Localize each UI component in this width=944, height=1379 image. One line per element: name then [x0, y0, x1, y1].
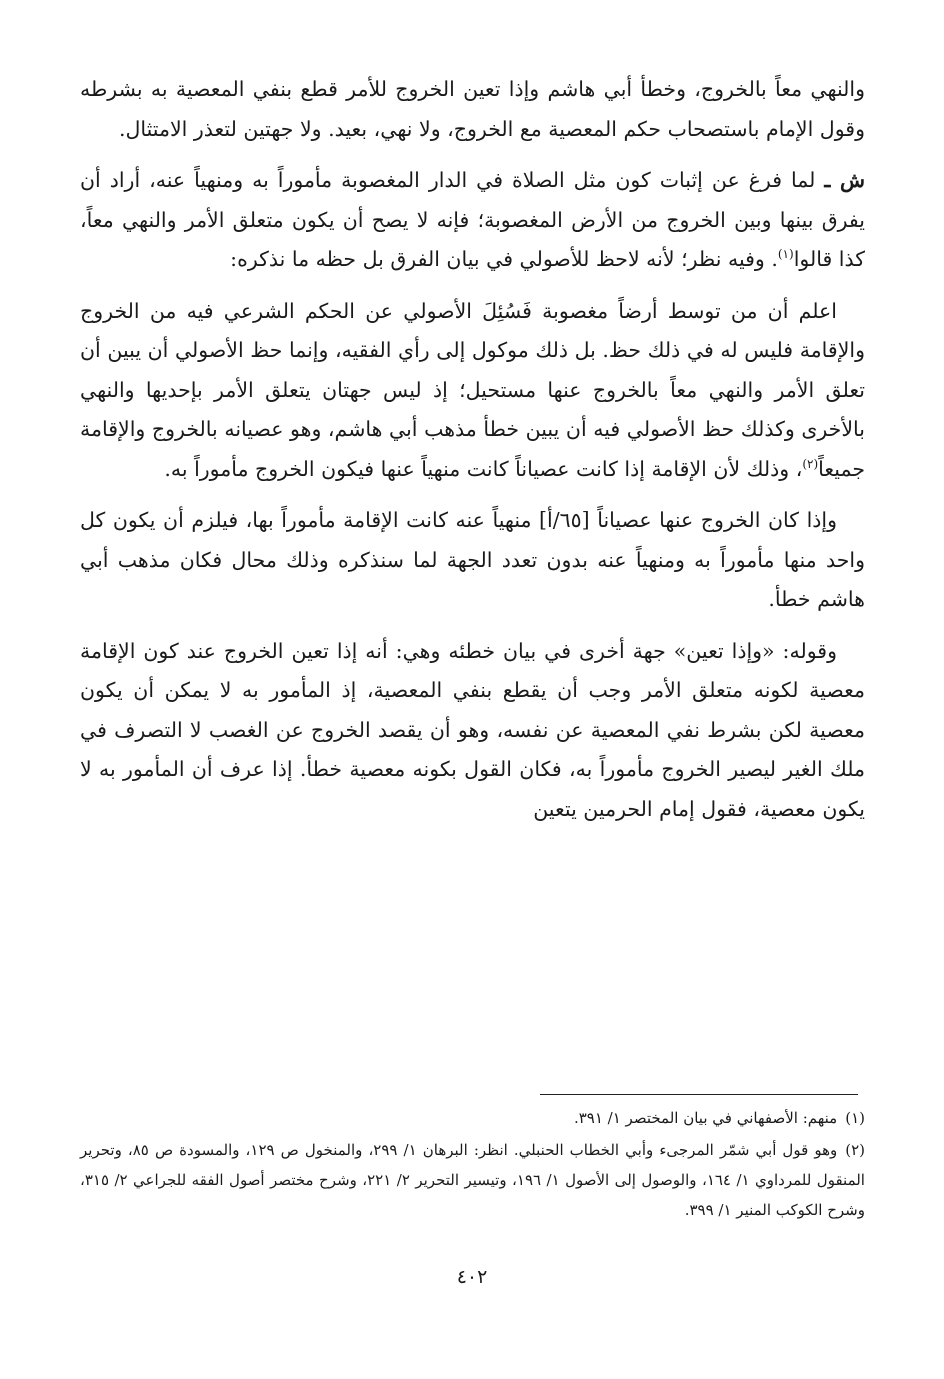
paragraph-text: اعلم أن من توسط أرضاً مغصوبة فَسُئِلَ الأصولي عن الحكم الشرعي فيه من الخروج والإقامة فليس له في ذلك حظ. بل ذلك موكول إلى رأي الفقيه، وإنما حظ الأصولي أن يبين أن تعلق الأمر والنهي معاً بالخروج عنها مستحيل؛ إذ ليس جهتان يتعلق الأمر بإحديها والنهي بالأخرى وكذلك حظ الأصولي فيه أن يبين خطأ مذهب أبي هاشم، وهو عصيانه بالخروج والإقامة جميعاً [80, 298, 865, 481]
footnote-text: وهو قول أبي شمّر المرجىء وأبي الخطاب الحنبلي. انظر: البرهان ١/ ٢٩٩، والمنخول ص ١٢٩، والمسودة ص ٨٥، وتحرير المنقول للمرداوي ١/ ١٦٤، والوصول إلى الأصول ١/ ١٩٦، وتيسير التحرير ٢/ ٢٢١، وشرح مختصر أصول الفقه للجراعي ٢/ ٣١٥، وشرح الكوكب المنير ١/ ٣٩٩. [80, 1141, 865, 1219]
footnote-divider [540, 1094, 858, 1095]
footnote-ref-1[interactable]: (١) [777, 247, 794, 262]
paragraph-text-after: . وفيه نظر؛ لأنه لاحظ للأصولي في بيان الفرق بل حظه ما نذكره: [230, 247, 778, 271]
paragraph-5 [80, 632, 865, 830]
footnote-number: (١) [845, 1109, 865, 1127]
footnote-text: منهم: الأصفهاني في بيان المختصر ١/ ٣٩١. [573, 1109, 838, 1127]
paragraph-text: وإذا كان الخروج عنها عصياناً [٦٥/أ] منهياً عنه كانت الإقامة مأموراً بها، فيلزم أن يكون كل واحد منها مأموراً به ومنهياً عنه بدون تعدد الجهة لما سنذكره وذلك محال فكان مذهب أبي هاشم خطأ. [80, 508, 865, 611]
paragraph-text-after: ، وذلك لأن الإقامة إذا كانت عصياناً كانت منهياً عنها فيكون الخروج مأموراً به. [164, 456, 803, 481]
paragraph-text: لما فرغ عن إثبات كون مثل الصلاة في الدار المغصوبة مأموراً به ومنهياً عنه، أراد أن يفرق بينها وبين الخروج من الأرض المغصوبة؛ فإنه لا يصح أن يكون متعلق الأمر والنهي معاً، كذا قالوا [80, 168, 865, 271]
footnote-1 [80, 1103, 865, 1133]
paragraph-3 [80, 292, 865, 490]
commentary-marker: ش ـ [824, 168, 865, 192]
paragraph-text: والنهي معاً بالخروج، وخطأ أبي هاشم وإذا تعين الخروج للأمر قطع بنفي المعصية به بشرطه وقول الإمام باستصحاب حكم المعصية مع الخروج، ولا نهي، بعيد. ولا جهتين لتعذر الامتثال. [80, 77, 865, 141]
footnote-ref-2[interactable]: (٢) [802, 456, 819, 471]
paragraph-1 [80, 70, 865, 149]
main-text [80, 70, 865, 841]
footnote-2 [80, 1135, 865, 1225]
page-number: ٤٠٢ [456, 1266, 488, 1288]
paragraph-text: وقوله: «وإذا تعين» جهة أخرى في بيان خطئه وهي: أنه إذا تعين الخروج عند كون الإقامة معصية لكونه متعلق الأمر وجب أن يقطع بنفي المعصية، إذ المأمور به لا يمكن أن يكون معصية لكن بشرط نفي المعصية عن نفسه، وهو أن يقصد الخروج عن الغصب لا التصرف في ملك الغير ليصير الخروج مأموراً به، فكان القول بكونه معصية خطأ. إذا عرف أن المأمور به لا يكون معصية، فقول إمام الحرمين يتعين [80, 638, 865, 821]
paragraph-4 [80, 501, 865, 620]
footnote-number: (٢) [845, 1141, 866, 1159]
footnotes [80, 1103, 865, 1227]
paragraph-2 [80, 161, 865, 280]
